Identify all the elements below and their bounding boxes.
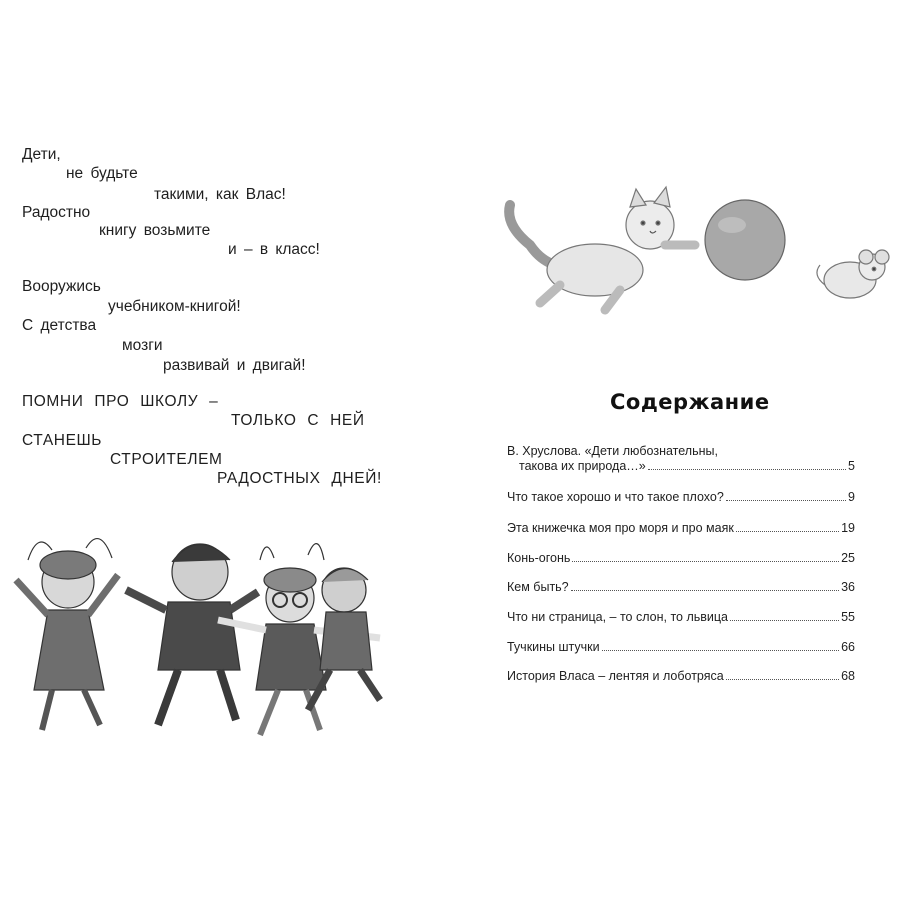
poem-line: Вооружись (22, 278, 101, 295)
toc-dot-leader (736, 530, 839, 532)
toc-entry[interactable] (507, 669, 855, 684)
poem-line: Радостно (22, 204, 91, 221)
poem-line: СТРОИТЕЛЕМ (110, 451, 223, 468)
poem-line: Дети, (22, 146, 61, 163)
toc-entry-title: Что ни страница, – то слон, то львица (507, 610, 728, 624)
running-children-illustration (8, 520, 400, 750)
toc-title: Содержание (610, 390, 770, 414)
toc-entry-title: Тучкины штучки (507, 640, 600, 654)
poem-line: не будьте (66, 165, 138, 182)
toc-page-number: 25 (841, 551, 855, 565)
toc-entry[interactable] (507, 610, 855, 625)
mouse-illustration (817, 250, 889, 298)
toc-page-number: 9 (848, 490, 855, 504)
toc-dot-leader (572, 560, 839, 562)
poem-line: книгу возьмите (99, 222, 211, 239)
poem-line: мозги (122, 337, 163, 354)
toc-entry-title-line1: В. Хруслова. «Дети любознательны, (507, 444, 718, 458)
toc-entry-title: Эта книжечка моя про моря и про маяк (507, 521, 734, 535)
toc-entry[interactable] (507, 521, 855, 536)
toc-entry-title: Что такое хорошо и что такое плохо? (507, 490, 724, 504)
toc-entry[interactable] (507, 640, 855, 655)
poem-line: учебником-книгой! (108, 298, 241, 315)
toc-page-number: 55 (841, 610, 855, 624)
toc-entry[interactable] (507, 551, 855, 566)
toc-dot-leader (602, 649, 839, 651)
poem-line: и – в класс! (228, 241, 320, 258)
toc-entry-title: Конь-огонь (507, 551, 571, 565)
cat-ball-mouse-illustration (500, 185, 900, 320)
toc-dot-leader (648, 468, 846, 470)
toc-entry[interactable] (507, 580, 855, 595)
toc-page-number: 19 (841, 521, 855, 535)
toc-page-number: 5 (848, 459, 855, 473)
toc-dot-leader (571, 589, 839, 591)
toc-dot-leader (730, 619, 839, 621)
toc-page-number: 68 (841, 669, 855, 683)
cat-illustration (509, 187, 695, 310)
toc-entry-title-line2: такова их природа…» (519, 459, 646, 473)
poem-line: ПОМНИ ПРО ШКОЛУ – (22, 393, 219, 410)
ball-illustration (705, 200, 785, 280)
poem-line: ТОЛЬКО С НЕЙ (231, 412, 365, 429)
toc-entry-title: Кем быть? (507, 580, 569, 594)
poem-line: развивай и двигай! (163, 357, 306, 374)
toc-page-number: 36 (841, 580, 855, 594)
toc-page-number: 66 (841, 640, 855, 654)
poem-line: С детства (22, 317, 97, 334)
toc-entry[interactable] (507, 490, 855, 505)
toc-entry-title: История Власа – лентяя и лоботряса (507, 669, 724, 683)
poem-line: такими, как Влас! (154, 186, 286, 203)
toc-dot-leader (726, 678, 839, 680)
poem-line: РАДОСТНЫХ ДНЕЙ! (217, 470, 382, 487)
poem-line: СТАНЕШЬ (22, 432, 103, 449)
toc-entry[interactable] (507, 444, 855, 474)
toc-dot-leader (726, 499, 846, 501)
